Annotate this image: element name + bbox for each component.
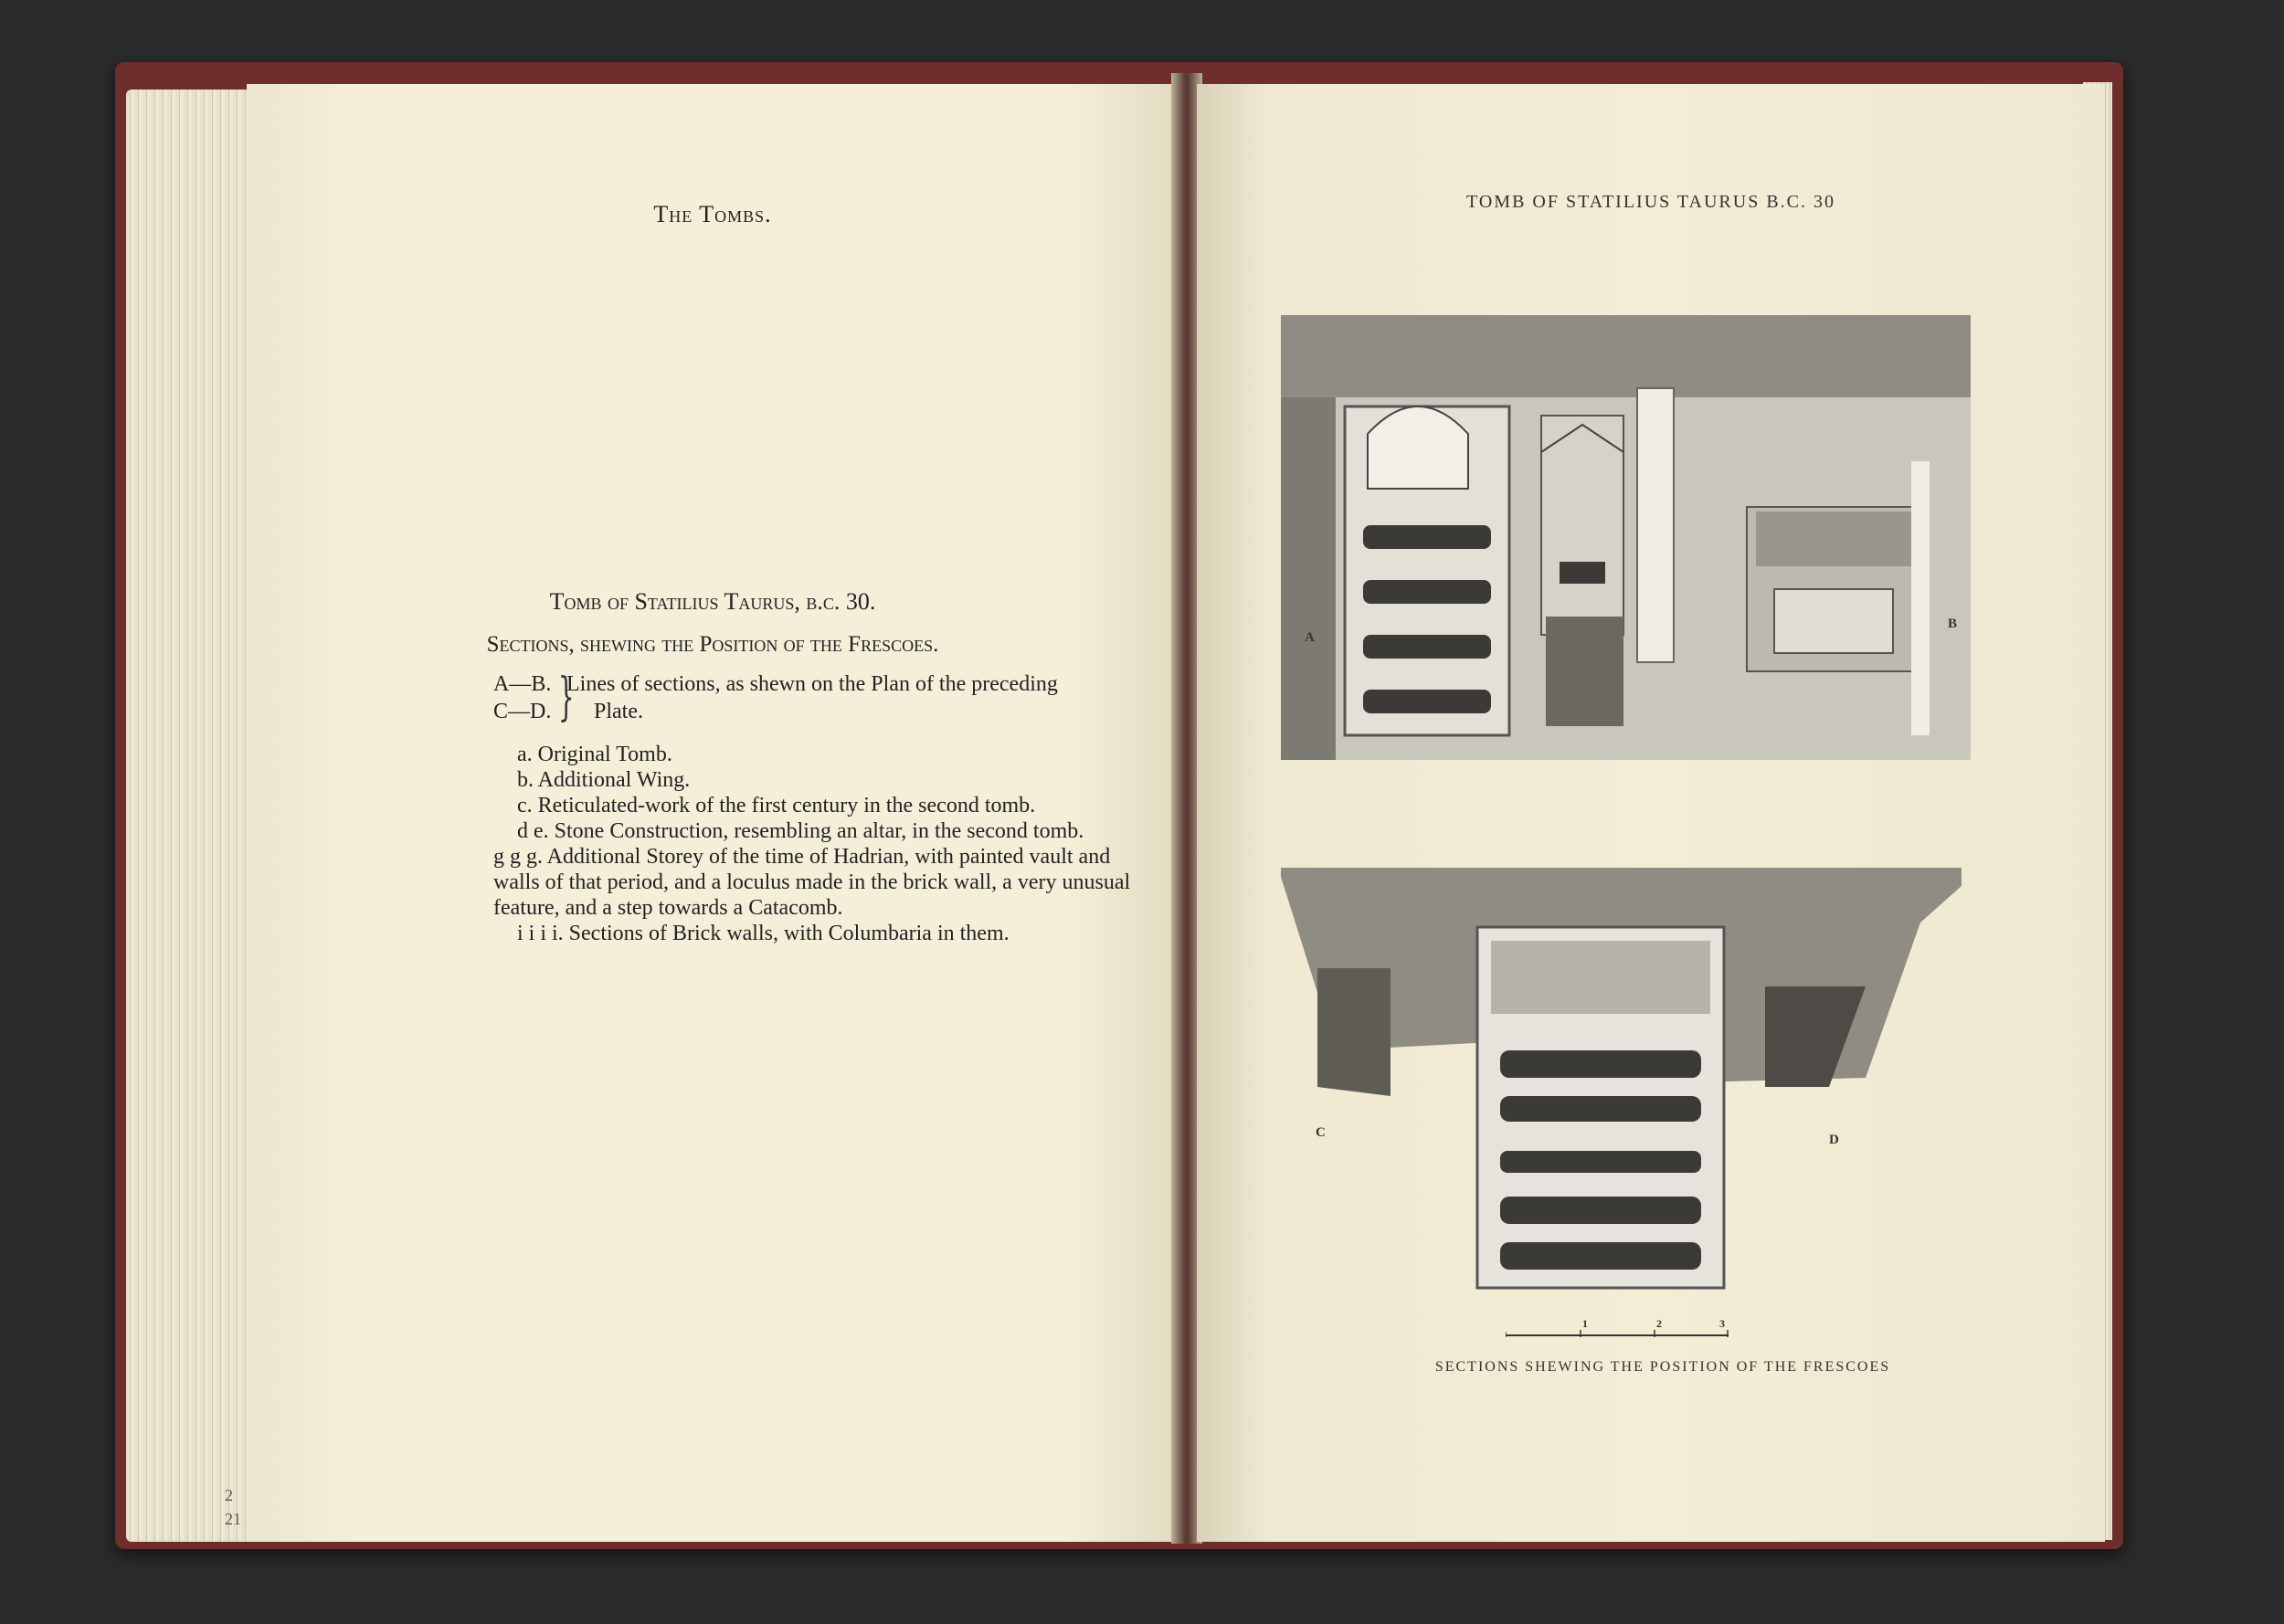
- right-page: [1197, 84, 2105, 1542]
- scale-tick-2: 2: [1656, 1317, 1662, 1330]
- section-c-d-drawing: [1281, 868, 1961, 1297]
- scale-bar-icon: [1506, 1326, 1729, 1339]
- key-a-b: A—B.: [493, 672, 552, 696]
- section-a-b-drawing: [1281, 315, 1971, 760]
- legend-item-c: c. Reticulated-work of the first century in the second tomb.: [517, 794, 1036, 817]
- plate-title: Tomb of Statilius Taurus, b.c. 30.: [549, 588, 876, 615]
- legend-item-ggg: g g g. Additional Storey of the time of Hadrian, with painted vault and walls of that period, and a loculus made in the brick wall, a very unusual feature, and a step towards a Catacomb.: [493, 845, 1131, 920]
- scale-tick-1: 1: [1582, 1317, 1588, 1330]
- running-head: The Tombs.: [653, 201, 772, 227]
- edge-number: 21: [225, 1510, 241, 1528]
- edge-number: 2: [225, 1486, 233, 1504]
- section-c-d-illustration: [1281, 868, 1961, 1297]
- key-text-line1: Lines of sections, as shewn on the Plan of the preceding: [566, 672, 1058, 696]
- section-label-d: D: [1829, 1133, 1839, 1147]
- brace-icon: }: [557, 668, 575, 727]
- scale-bar: [1506, 1317, 1729, 1339]
- section-label-a: A: [1305, 630, 1315, 645]
- legend-item-a: a. Original Tomb.: [517, 743, 672, 766]
- legend-item-de: d e. Stone Construction, resembling an altar, in the second tomb.: [517, 819, 1084, 843]
- key-c-d: C—D.: [493, 700, 552, 723]
- section-label-c: C: [1316, 1125, 1326, 1140]
- legend-item-b: b. Additional Wing.: [517, 768, 691, 792]
- plate-caption: SECTIONS SHEWING THE POSITION OF THE FRESCOES: [1434, 1359, 1891, 1375]
- legend: [493, 670, 1133, 946]
- key-text-line2: Plate.: [594, 700, 643, 723]
- section-a-b-illustration: [1281, 315, 1971, 760]
- scale-tick-3: 3: [1719, 1317, 1725, 1330]
- left-page: [247, 84, 1179, 1542]
- plate-subtitle: Sections, shewing the Position of the Frescoes.: [486, 632, 939, 657]
- section-label-b: B: [1948, 617, 1958, 631]
- legend-item-iiii: i i i i. Sections of Brick walls, with Columbaria in them.: [517, 922, 1010, 945]
- legend-section-key: [493, 670, 1133, 725]
- page-edge-numbers: [225, 1483, 241, 1531]
- plate-running-head: TOMB OF STATILIUS TAURUS B.C. 30: [1466, 192, 1835, 212]
